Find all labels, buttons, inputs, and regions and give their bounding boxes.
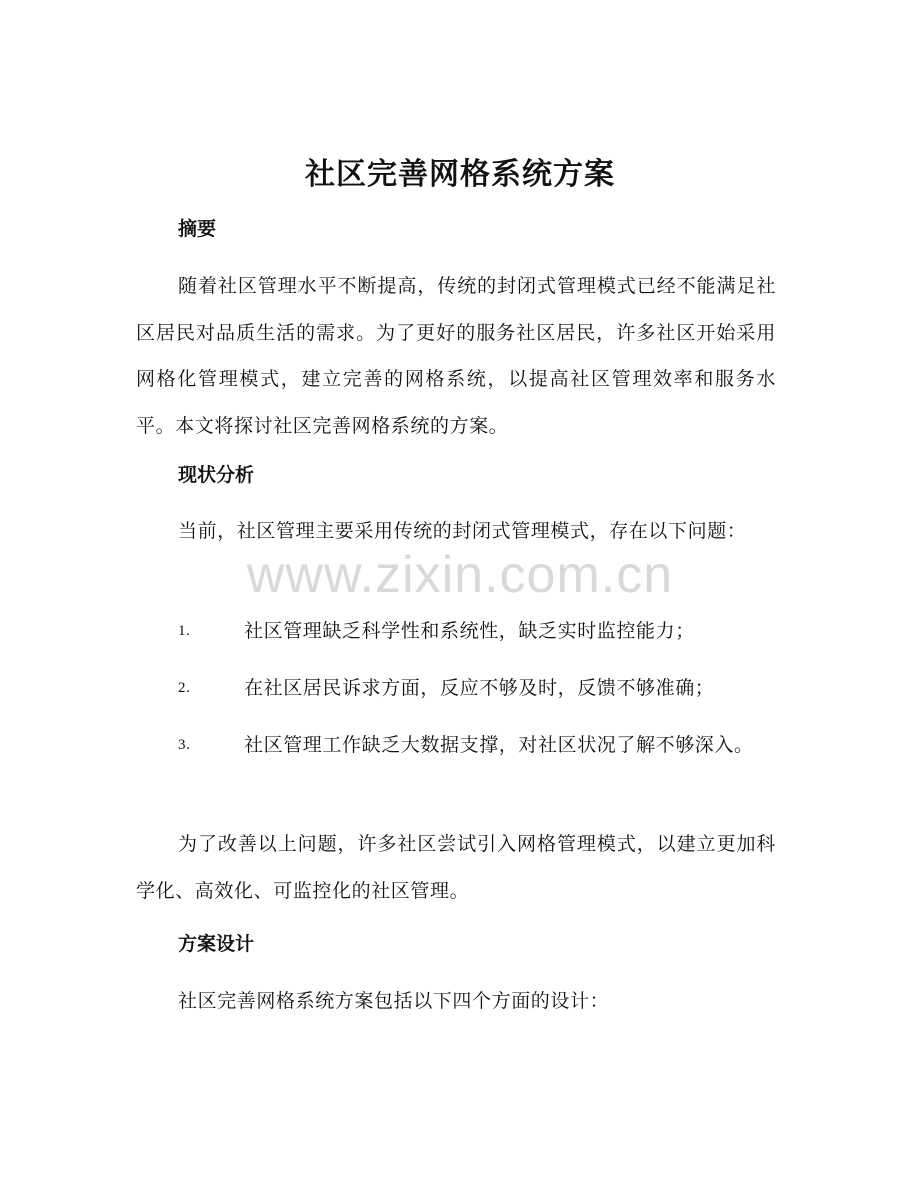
design-intro-paragraph: 社区完善网格系统方案包括以下四个方面的设计： <box>178 990 610 1012</box>
list-number: 3. <box>178 737 191 753</box>
list-number: 1. <box>178 623 191 639</box>
abstract-paragraph: 随着社区管理水平不断提高，传统的封闭式管理模式已经不能满足社区居民对品质生活的需求。为了更好的服务社区居民，许多社区开始采用网格化管理模式，建立完善的网格系统，以提高社区管理效率和服务水平。本文将探讨社区完善网格系统的方案。 <box>136 275 776 437</box>
status-intro-paragraph: 当前，社区管理主要采用传统的封闭式管理模式，存在以下问题： <box>178 520 747 542</box>
list-text: 社区管理缺乏科学性和系统性，缺乏实时监控能力； <box>244 620 695 642</box>
list-text: 在社区居民诉求方面，反应不够及时，反馈不够准确； <box>244 677 715 699</box>
section-heading-design: 方案设计 <box>178 933 255 955</box>
list-item <box>136 717 776 768</box>
section-heading-status: 现状分析 <box>178 464 255 486</box>
list-item <box>136 660 776 717</box>
section-heading-abstract: 摘要 <box>178 218 217 240</box>
document-title: 社区完善网格系统方案 <box>305 157 615 192</box>
watermark-text: www.zixin.com.cn <box>246 546 674 604</box>
list-number: 2. <box>178 680 191 696</box>
list-text: 社区管理工作缺乏大数据支撑，对社区状况了解不够深入。 <box>244 734 754 756</box>
list-item <box>136 603 776 660</box>
status-conclusion-paragraph: 为了改善以上问题，许多社区尝试引入网格管理模式，以建立更加科学化、高效化、可监控化的社区管理。 <box>136 833 776 902</box>
